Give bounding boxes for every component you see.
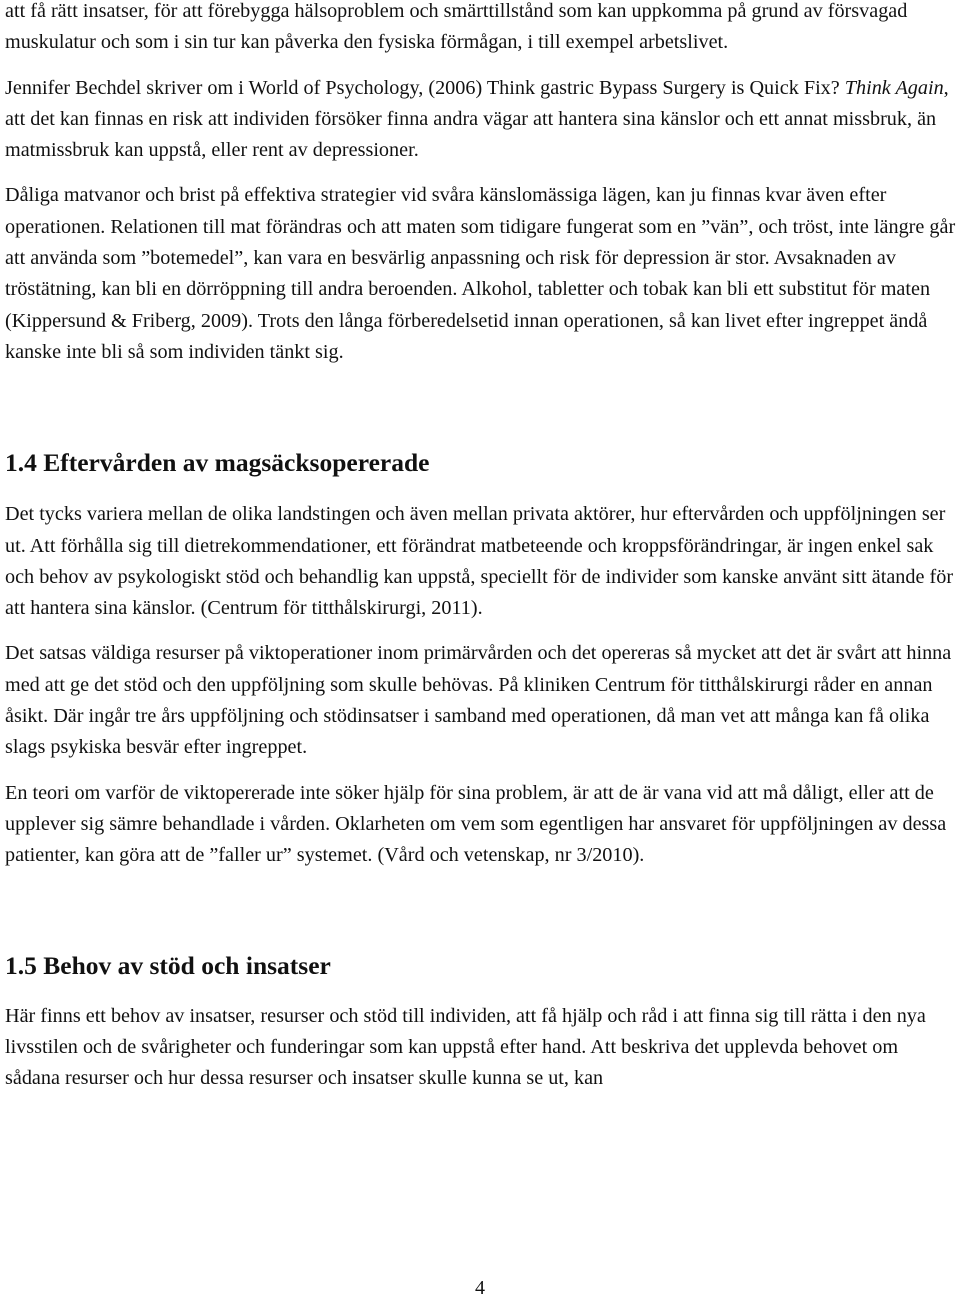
document-page <box>5 0 957 1094</box>
paragraph-bechdel-text: Jennifer Bechdel skriver om i World of Psychology, (2006) Think gastric Bypass Surgery is Quick Fix? <box>5 76 845 99</box>
italic-title-think-again: Think Again <box>844 76 944 99</box>
paragraph-bechdel-rest: , att det kan finnas en risk att individen försöker finna andra vägar att hantera sina känslor och ett annat missbruk, än matmissbruk kan uppstå, eller rent av depressioner. <box>5 76 949 162</box>
section-heading-1-5: 1.5 Behov av stöd och insatser <box>5 950 331 980</box>
paragraph-intro-continued: att få rätt insatser, för att förebygga hälsoproblem och smärttillstånd som kan uppkomma på grund av försvagad muskulatur och som i sin tur kan påverka den fysiska förmågan, i till exempel arbetslivet. <box>5 0 908 54</box>
section-heading-1-4: 1.4 Eftervården av magsäcksopererade <box>5 448 430 478</box>
page-number: 4 <box>475 1277 485 1299</box>
paragraph-bad-habits: Dåliga matvanor och brist på effektiva strategier vid svåra känslomässiga lägen, kan ju finnas kvar även efter operationen. Relationen till mat förändras och att maten som tidigare fungerat som en ”vän”, och tröst, inte längre går att använda som ”botemedel”, kan vara en besvärlig anpassning och risk för depression är stor. Avsaknaden av tröstätning, kan bli en dörröppning till andra beroenden. Alkohol, tabletter och tobak kan bli ett substitut för maten (Kippersund & Friberg, 2009). Trots den långa förberedelsetid innan operationen, så kan livet efter ingreppet ändå kanske inte bli så som individen tänkt sig. <box>5 184 956 363</box>
paragraph-resources: Det satsas väldiga resurser på viktoperationer inom primärvården och det opereras så mycket att det är svårt att hinna med att ge det stöd och den uppföljning som skulle behövas. På kliniken Centrum för titthålskirurgi råder en annan åsikt. Där ingår tre års uppföljning och stödinsatser i samband med operationen, då man vet att många kan få olika slags psykiska besvär efter ingreppet. <box>5 642 952 759</box>
paragraph-theory: En teori om varför de viktopererade inte söker hjälp för sina problem, är att de är vana vid att må dåligt, eller att de upplever sig sämre behandlade i vården. Oklarheten om vem som egentligen har ansvaret för uppföljningen av dessa patienter, kan göra att de ”faller ur” systemet. (Vård och vetenskap, nr 3/2010). <box>5 781 947 867</box>
paragraph-aftercare-variation: Det tycks variera mellan de olika landstingen och även mellan privata aktörer, hur eftervården och uppföljningen ser ut. Att förhålla sig till dietrekommendationer, ett förändrat matbeteende och kroppsförändringar, är ingen enkel sak och behov av psykologiskt stöd och behandlig kan uppstå, speciellt för de individer som kanske använt sitt ätande för att hantera sina känslor. (Centrum för titthålskirurgi, 2011). <box>5 503 954 620</box>
paragraph-needs: Här finns ett behov av insatser, resurser och stöd till individen, att få hjälp och råd i att finna sig till rätta i den nya livsstilen och de svårigheter och funderingar som kan uppstå efter hand. Att beskriva det upplevda behovet om sådana resurser och hur dessa resurser och insatser skulle kunna se ut, kan <box>5 1004 926 1090</box>
paragraph-bechdel <box>5 73 957 167</box>
